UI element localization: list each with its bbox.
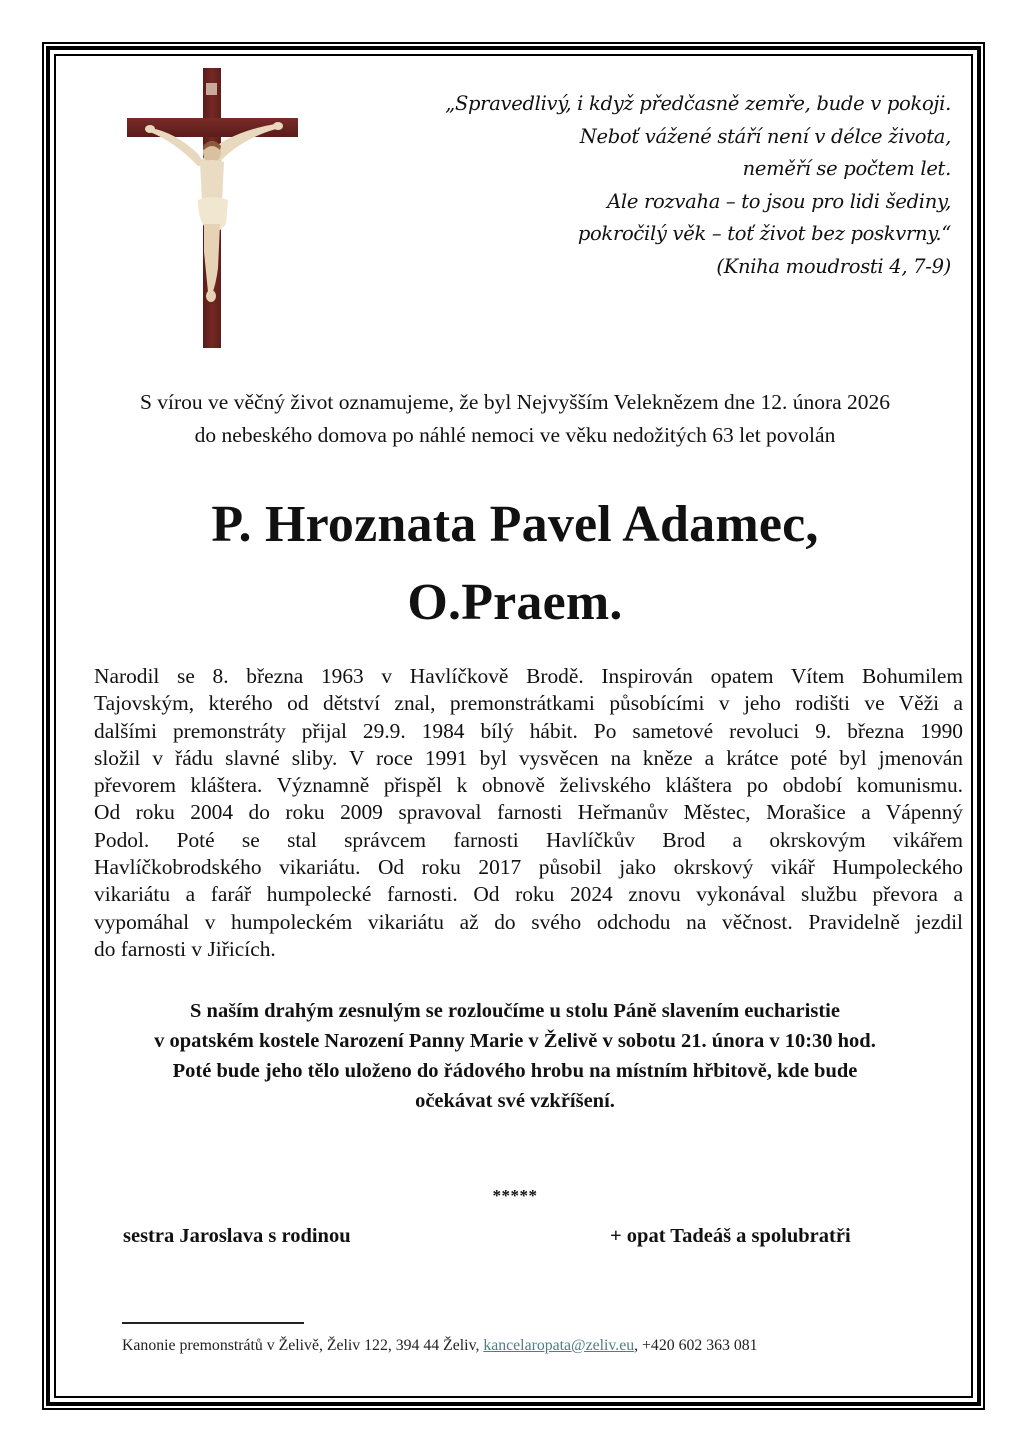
biography-line: dalšími premonstráty přijal 29.9. 1984 bílý hábit. Po sametové revoluci 9. března 1990 (94, 718, 963, 743)
biography-line: vikariátu a farář humpolecké farnosti. Od roku 2024 znovu vykonával službu převora a (94, 882, 963, 907)
funeral-info (60, 996, 970, 1116)
biography-paragraph (94, 663, 963, 963)
footer-phone: , +420 602 363 081 (634, 1337, 758, 1354)
quote-line: pokročilý věk – toť život bez poskvrny.“ (577, 222, 951, 246)
scripture-quote (411, 88, 951, 284)
announcement-line: S vírou ve věčný život oznamujeme, že byl Nejvyšším Veleknězem dne 12. února 2026 (139, 390, 891, 414)
biography-line: složil v řádu slavné sliby. V roce 1991 byl vysvěcen na kněze a krátce poté byl jmenován (94, 745, 963, 770)
deceased-name-line2: O.Praem. (407, 574, 623, 631)
funeral-line: S naším drahým zesnulým se rozloučíme u stolu Páně slavením eucharistie (190, 1000, 840, 1022)
footnote-divider (122, 1322, 304, 1324)
quote-line: Neboť vážené stáří není v délce života, (579, 124, 951, 148)
quote-line: Ale rozvaha – to jsou pro lidi šediny, (607, 189, 951, 213)
death-announcement (60, 386, 970, 452)
signature-family: sestra Jaroslava s rodinou (123, 1225, 351, 1247)
footer-address: Kanonie premonstrátů v Želivě, Želiv 122, 394 44 Želiv, (122, 1337, 484, 1354)
deceased-name (60, 486, 970, 642)
announcement-line: do nebeského domova po náhlé nemoci ve věku nedožitých 63 let povolán (194, 423, 836, 447)
biography-line: Podol. Poté se stal správcem farnosti Havlíčkův Brod a okrskovým vikářem (94, 827, 963, 852)
footer-contact (122, 1335, 758, 1357)
biography-line: vypomáhal v humpoleckém vikariátu až do svého odchodu na věčnost. Pravidelně jezdil (94, 909, 963, 934)
biography-line: převorem kláštera. Významně přispěl k obnově želivského kláštera po období komunismu. (94, 773, 963, 798)
biography-line: do farnosti v Jiřicích. (94, 936, 276, 961)
biography-line: Havlíčkobrodského vikariátu. Od roku 2017 působil jako okrskový vikář Humpoleckého (94, 855, 963, 880)
biography-line: Narodil se 8. března 1963 v Havlíčkově Brodě. Inspirován opatem Vítem Bohumilem (94, 664, 963, 688)
quote-line: neměří se počtem let. (742, 157, 951, 181)
funeral-line: v opatském kostele Narození Panny Marie v Želivě v sobotu 21. února v 10:30 hod. (154, 1030, 876, 1052)
biography-line: Tajovským, kterého od dětství znal, premonstrátkami působícími v jeho rodišti ve Věži a (94, 691, 963, 716)
crucifix-icon (120, 62, 310, 354)
funeral-line: Poté bude jeho tělo uloženo do řádového hrobu na místním hřbitově, kde bude (172, 1060, 858, 1082)
email-link[interactable]: kancelaropata@zeliv.eu (483, 1337, 635, 1354)
quote-line: „Spravedlivý, i když předčasně zemře, bude v pokoji. (445, 92, 951, 115)
signature-community: + opat Tadeáš a spolubratři (610, 1225, 851, 1247)
biography-line: Od roku 2004 do roku 2009 spravoval farnosti Heřmanův Městec, Morašice a Vápenný (94, 800, 963, 825)
deceased-name-line1: P. Hroznata Pavel Adamec, (211, 496, 819, 553)
funeral-line: očekávat své vzkříšení. (415, 1090, 615, 1112)
quote-citation: (Kniha moudrosti 4, 7-9) (716, 254, 951, 278)
separator-stars: ***** (492, 1186, 538, 1205)
